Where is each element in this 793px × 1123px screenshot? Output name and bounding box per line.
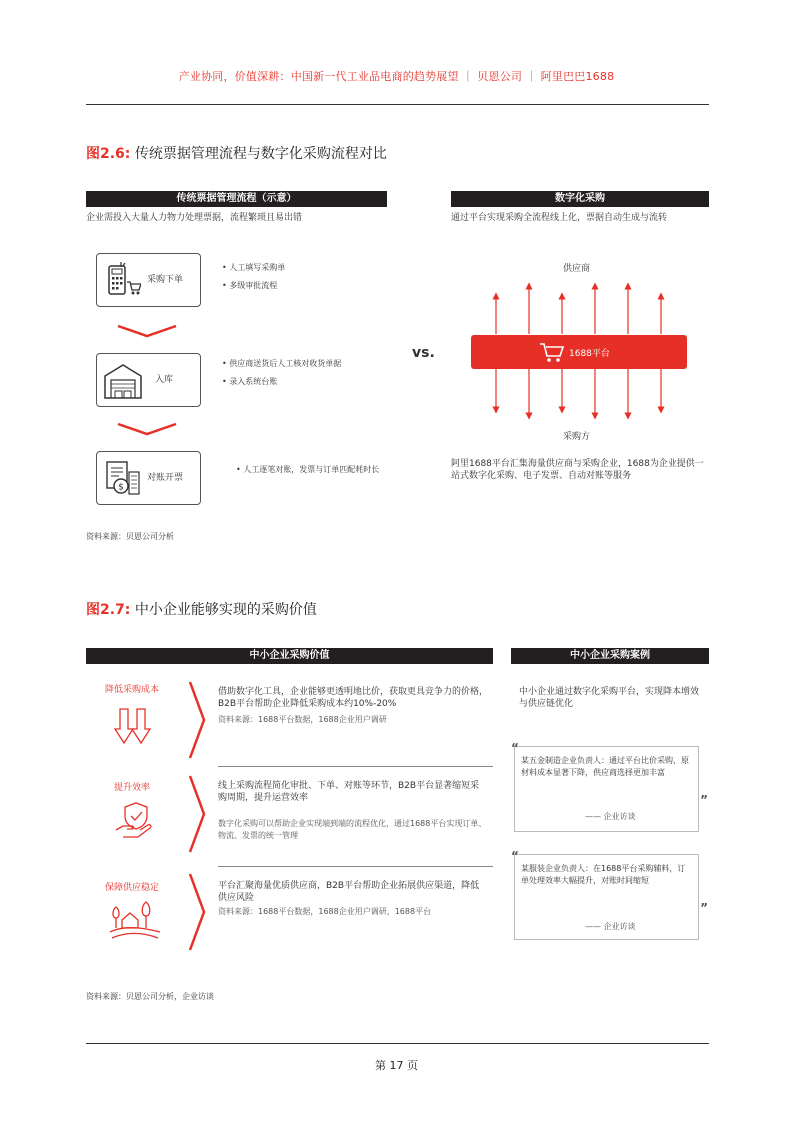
value-text: 借助数字化工具，企业能够更透明地比价，获取更具竞争力的价格，B2B平台帮助企业降低采购成本约10%-20%	[218, 687, 489, 709]
chevron-down-icon	[116, 323, 178, 339]
step-label: 对账开票	[147, 473, 184, 483]
value-note: 资料来源：1688平台数据，1688企业用户调研，1688平台	[218, 907, 432, 916]
warehouse-icon	[103, 362, 143, 400]
step-box-order	[96, 253, 201, 307]
page-number: 第 17 页	[375, 1059, 418, 1072]
step-label: 采购下单	[147, 275, 184, 285]
left-panel-desc: 企业需投入大量人力物力处理票据，流程繁琐且易出错	[86, 213, 303, 223]
case-text: 某五金制造企业负责人：通过平台比价采购，原材料成本显著下降，供应商选择更加丰富	[521, 756, 689, 777]
open-quote-icon: “	[511, 849, 519, 863]
case-panel-title: 中小企业采购案例	[511, 648, 709, 664]
right-panel-desc: 通过平台实现采购全流程线上化，票据自动生成与流转	[451, 213, 668, 223]
page-header: 产业协同，价值深耕：中国新一代工业品电商的趋势展望 ｜ 贝恩公司 ｜ 阿里巴巴1688	[178, 70, 615, 83]
step-bullet: • 录入系统台账	[222, 376, 352, 388]
hand-shield-icon	[114, 800, 156, 840]
case-source: —— 企业访谈	[585, 922, 636, 931]
case-quote-1	[511, 741, 708, 832]
vs-label: vs.	[412, 345, 435, 361]
step-bullet: • 人工填写采购单	[222, 262, 392, 274]
figure-2-7-title	[86, 599, 317, 619]
step-box-warehouse	[96, 353, 201, 407]
value-panel-title: 中小企业采购价值	[86, 648, 493, 664]
chevron-right-icon	[186, 774, 208, 854]
figure-2-6-title	[86, 143, 387, 163]
close-quote-icon: ”	[700, 793, 708, 807]
step-bullets-invoice	[226, 464, 386, 482]
step-bullets-warehouse	[212, 358, 352, 394]
figure-caption: 中小企业能够实现的采购价值	[134, 602, 317, 618]
platform-label: 1688平台	[569, 349, 610, 359]
shopping-cart-icon	[539, 341, 565, 363]
row-divider	[218, 866, 493, 867]
chevron-right-icon	[186, 680, 208, 760]
invoice-coin-icon	[103, 458, 141, 498]
left-panel-title: 传统票据管理流程（示意）	[86, 191, 387, 207]
chevron-right-icon	[186, 872, 208, 952]
figure-2-7-source: 资料来源：贝恩公司分析，企业访谈	[86, 992, 214, 1001]
step-label: 入库	[155, 375, 174, 385]
chevron-down-icon	[116, 421, 178, 437]
platform-bar	[471, 335, 687, 369]
figure-2-6-source: 资料来源：贝恩公司分析	[86, 532, 174, 541]
footer-rule	[86, 1043, 709, 1044]
value-text: 线上采购流程简化审批、下单、对账等环节，B2B平台显著缩短采购周期，提升运营效率	[218, 781, 480, 803]
open-quote-icon: “	[511, 741, 519, 755]
figure-number: 图2.7:	[86, 602, 131, 618]
value-note: 数字化采购可以帮助企业实现端到端的流程优化，通过1688平台实现订单、物流、发票的统一管理	[218, 819, 487, 840]
value-label: 降低采购成本	[104, 685, 159, 695]
calculator-cart-icon	[105, 260, 141, 300]
row-divider	[218, 766, 493, 767]
value-label: 提升效率	[113, 783, 150, 793]
farm-landscape-icon	[108, 898, 162, 944]
supplier-label: 供应商	[563, 264, 591, 274]
step-bullet: • 人工逐笔对账，发票与订单匹配耗时长	[236, 464, 386, 476]
figure-caption: 传统票据管理流程与数字化采购流程对比	[134, 146, 387, 162]
case-intro: 中小企业通过数字化采购平台，实现降本增效与供应链优化	[519, 687, 700, 709]
step-bullet: • 供应商送货后人工核对收货单据	[222, 358, 352, 370]
step-bullet: • 多级审批流程	[222, 280, 392, 292]
svg-text:$: $	[118, 482, 124, 493]
buyer-label: 采购方	[563, 432, 591, 442]
down-arrows-icon	[114, 707, 156, 747]
header-rule	[86, 104, 709, 105]
value-label: 保障供应稳定	[104, 883, 159, 893]
step-bullets-order	[212, 262, 392, 298]
close-quote-icon: ”	[700, 901, 708, 915]
figure-number: 图2.6:	[86, 146, 131, 162]
case-source: —— 企业访谈	[585, 812, 636, 821]
case-quote-2	[511, 849, 708, 940]
right-panel-title: 数字化采购	[451, 191, 709, 207]
right-panel-note: 阿里1688平台汇集海量供应商与采购企业，1688为企业提供一站式数字化采购、电子发票、自动对账等服务	[451, 459, 704, 481]
case-text: 某服装企业负责人：在1688平台采购辅料，订单处理效率大幅提升，对账时间缩短	[521, 864, 686, 885]
value-note: 资料来源：1688平台数据，1688企业用户调研	[218, 715, 387, 724]
value-text: 平台汇聚海量优质供应商，B2B平台帮助企业拓展供应渠道，降低供应风险	[218, 881, 480, 903]
step-box-invoice	[96, 451, 201, 505]
